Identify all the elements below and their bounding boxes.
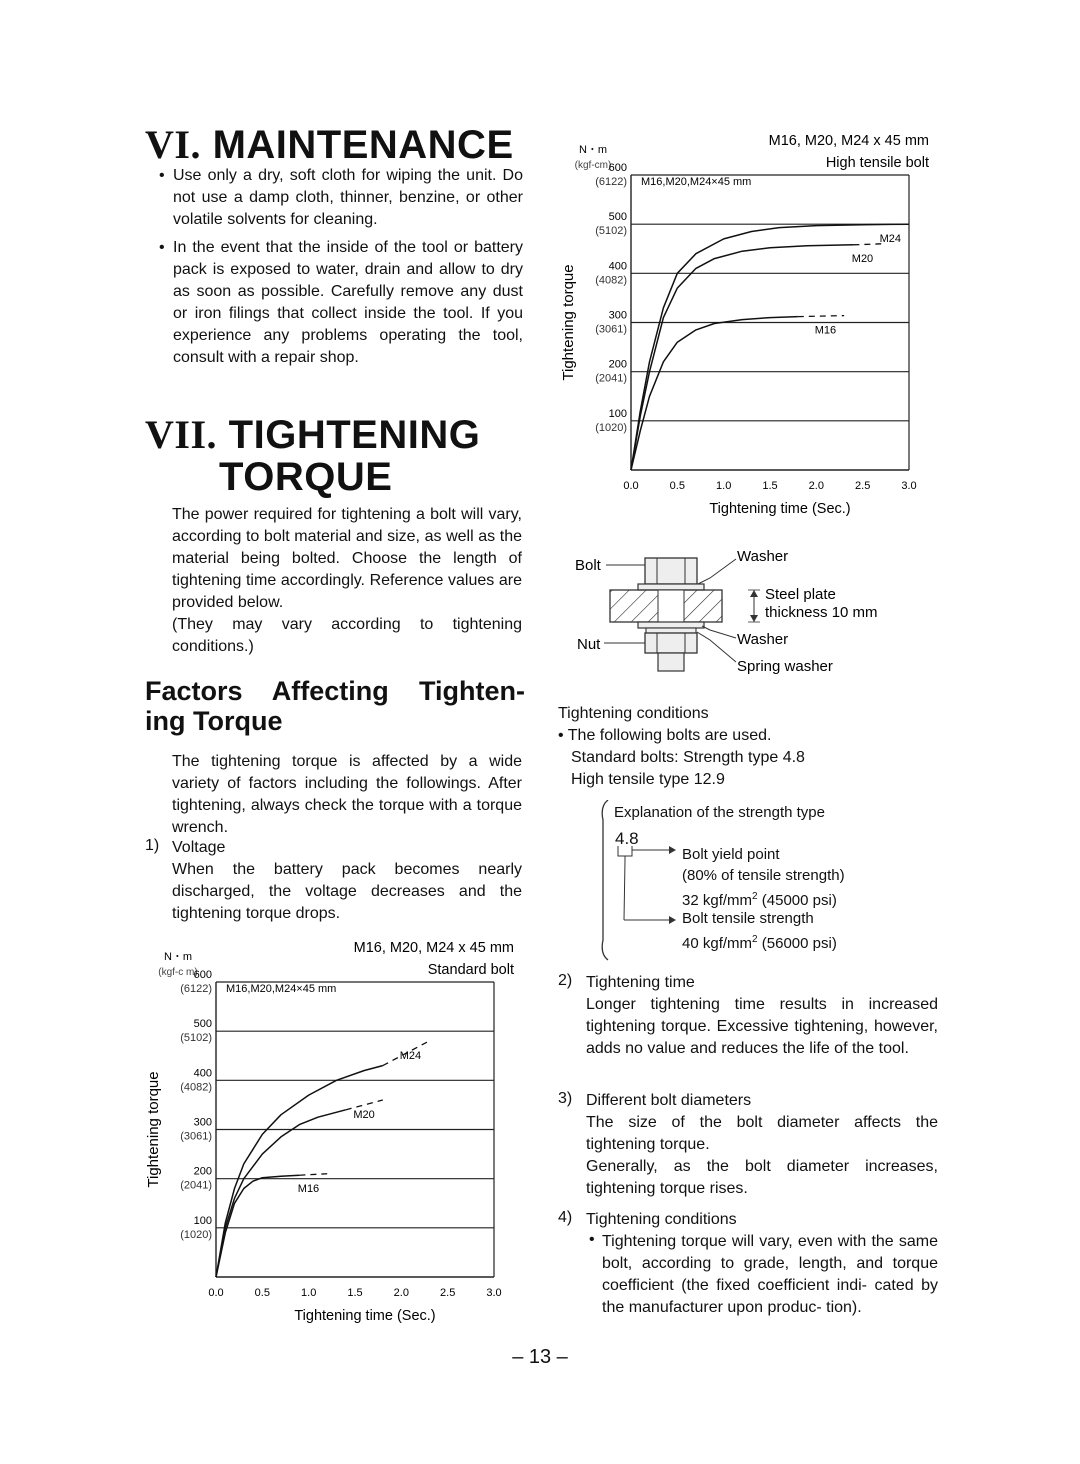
chart-title: M16, M20, M24 x 45 mm (353, 940, 514, 956)
y-tick-sublabel: (2041) (595, 372, 627, 385)
bolt-diagram (560, 540, 940, 680)
chart-inner-label: M16,M20,M24×45 mm (641, 176, 752, 188)
chart-unit-primary: N・m (163, 951, 193, 963)
section-7-heading: VII. TIGHTENING TORQUE (145, 412, 481, 499)
bolt-end (658, 653, 684, 671)
y-tick-label: 100 (608, 407, 627, 420)
strength-explanation (596, 800, 896, 962)
yield-detail: (80% of tensile strength) (682, 867, 845, 884)
conditions-bullet: • The following bolts are used. (558, 727, 772, 744)
y-tick-sublabel: (2041) (180, 1179, 212, 1192)
chart-title: M16, M20, M24 x 45 mm (768, 133, 929, 149)
bolt-label: Bolt (575, 557, 601, 574)
factor-bolt-diameters: 3) Different bolt diameters The size of the bolt diameter affects the tightening torque. Generally, as the bolt diameter increases, tightening torque rises. (558, 1090, 938, 1197)
x-tick-label: 3.0 (486, 1287, 502, 1299)
factors-heading: Factors Affecting Tighten- ing Torque (145, 676, 525, 736)
series-dash-m16 (798, 316, 844, 317)
x-tick-label: 1.0 (716, 480, 732, 492)
x-tick-label: 2.5 (855, 480, 871, 492)
series-dash-m20 (853, 244, 881, 245)
nut (645, 633, 697, 653)
y-tick-sublabel: (4082) (595, 274, 627, 287)
series-dash-m16 (299, 1174, 327, 1175)
chart-standard-bolt (140, 935, 530, 1330)
series-line-m20 (216, 1110, 346, 1277)
series-line-m16 (216, 1175, 299, 1277)
y-axis-label: Tightening torque (560, 264, 577, 381)
y-tick-label: 300 (608, 309, 627, 322)
y-tick-sublabel: (6122) (595, 176, 627, 188)
y-tick-label: 600 (193, 969, 212, 981)
tightening-conditions (558, 703, 938, 791)
x-tick-label: 2.5 (440, 1287, 456, 1299)
strength-value: 4.8 (615, 829, 639, 848)
tensile-block (682, 908, 837, 954)
bolt-diagram-svg (560, 540, 940, 680)
y-tick-label: 400 (193, 1067, 212, 1080)
y-tick-sublabel: (6122) (180, 983, 212, 995)
yield-value: 32 kgf/$mm^2$ (45000 psi) (682, 891, 837, 909)
bolt-head (645, 558, 697, 584)
chart-unit-secondary: (kgf-cm) (574, 160, 612, 171)
chart-unit-primary: N・m (578, 144, 608, 156)
chart-high-tensile-bolt (555, 128, 945, 523)
section-6 (145, 124, 525, 166)
maintenance-list (155, 165, 523, 375)
chart-unit-secondary: (kgf-c m) (158, 967, 198, 978)
x-tick-label: 1.5 (347, 1287, 363, 1299)
y-tick-sublabel: (5102) (180, 1032, 212, 1045)
tensile-label: Bolt tensile strength (682, 910, 814, 927)
tensile-value: 40 kgf/$mm^2$ (56000 psi) (682, 934, 837, 952)
washer-top-label: Washer (737, 548, 789, 565)
y-tick-label: 600 (608, 162, 627, 174)
y-tick-label: 200 (608, 358, 627, 371)
y-tick-label: 300 (193, 1116, 212, 1129)
page-number: – 13 – (512, 1346, 568, 1368)
section-6-heading: VI. MAINTENANCE (145, 122, 514, 167)
series-line-m24 (216, 1066, 383, 1277)
y-axis-label: Tightening torque (145, 1071, 162, 1188)
factor-tightening-conditions: 4) Tightening conditions • Tightening torque will vary, even with the same bolt, according to grade, length, and torque coefficient (the fixed coefficient indi- cated by the manufacturer upon produc- tion). (558, 1209, 938, 1316)
spring-washer (646, 628, 696, 633)
conditions-heading: Tightening conditions (558, 705, 709, 722)
washer-bottom-label: Washer (737, 631, 789, 648)
x-tick-label: 0.0 (208, 1287, 224, 1299)
strength-title: Explanation of the strength type (614, 804, 825, 821)
yield-block (682, 844, 845, 911)
series-line-m16 (631, 317, 798, 470)
steel-plate-label: Steel plate (765, 586, 836, 603)
x-tick-label: 1.0 (301, 1287, 317, 1299)
chart-subtitle: High tensile bolt (825, 155, 929, 171)
chart-subtitle: Standard bolt (427, 962, 514, 978)
y-tick-sublabel: (1020) (595, 421, 627, 434)
chart-high-tensile-svg (555, 128, 945, 523)
nut-label: Nut (577, 636, 601, 653)
series-label-m24: M24 (879, 233, 901, 246)
series-label-m20: M20 (851, 252, 874, 265)
y-tick-sublabel: (5102) (595, 225, 627, 238)
chart-inner-label: M16,M20,M24×45 mm (226, 983, 337, 995)
section-7-body (172, 504, 522, 658)
y-tick-label: 500 (193, 1018, 212, 1031)
note-paragraph: (They may vary according to tightening conditions.) (172, 616, 522, 655)
series-label-m16: M16 (814, 324, 837, 337)
high-tensile-bolts: High tensile type 12.9 (571, 771, 725, 788)
x-tick-label: 0.5 (669, 480, 685, 492)
y-tick-label: 500 (608, 211, 627, 224)
series-line-m20 (631, 245, 853, 470)
factor-voltage: 1) Voltage When the battery pack becomes nearly discharged, the voltage decreases and the tightening torque drops. (145, 837, 522, 922)
x-tick-label: 0.0 (623, 480, 639, 492)
x-tick-label: 0.5 (254, 1287, 270, 1299)
x-axis-label: Tightening time (Sec.) (294, 1308, 436, 1324)
y-tick-sublabel: (4082) (180, 1081, 212, 1094)
x-tick-label: 2.0 (808, 480, 824, 492)
top-washer (638, 584, 704, 590)
list-item: • Use only a dry, soft cloth for wiping the unit. Do not use a damp cloth, thinner, benzine, or other volatile solvents for cleaning. (155, 165, 523, 231)
yield-label: Bolt yield point (682, 846, 780, 863)
x-axis-label: Tightening time (Sec.) (709, 501, 851, 517)
bottom-washer (638, 622, 704, 628)
series-label-m24: M24 (399, 1050, 422, 1062)
x-tick-label: 3.0 (901, 480, 917, 492)
x-tick-label: 1.5 (762, 480, 778, 492)
list-item: • In the event that the inside of the tool or battery pack is exposed to water, drain and allow to dry as soon as possible. Carefully remove any dust or iron filings that collect inside the tool. If you experience any problems operating the tool, consult with a repair shop. (155, 237, 523, 369)
factor-tightening-time: 2) Tightening time Longer tightening time results in increased tightening torque. Excessive tightening, however, adds no value and reduces the life of the tool. (558, 972, 938, 1057)
factors-intro: The tightening torque is affected by a wide variety of factors including the followings. After tightening, always check the torque with a torque wrench. (172, 753, 522, 836)
y-tick-sublabel: (1020) (180, 1228, 212, 1241)
intro-paragraph: The power required for tightening a bolt will vary, according to bolt material and size, as well as the material being bolted. Choose the length of tightening time accordingly. Reference values are provided below. (172, 506, 522, 611)
thickness-label: thickness 10 mm (765, 604, 878, 621)
chart-standard-svg (140, 935, 530, 1330)
x-tick-label: 2.0 (393, 1287, 409, 1299)
series-label-m16: M16 (297, 1182, 320, 1195)
series-label-m20: M20 (353, 1109, 375, 1121)
y-tick-label: 200 (193, 1165, 212, 1178)
y-tick-label: 100 (193, 1214, 212, 1227)
standard-bolts: Standard bolts: Strength type 4.8 (571, 749, 805, 766)
spring-washer-label: Spring washer (737, 658, 833, 675)
y-tick-sublabel: (3061) (595, 323, 627, 336)
y-tick-label: 400 (608, 260, 627, 273)
y-tick-sublabel: (3061) (180, 1130, 212, 1143)
